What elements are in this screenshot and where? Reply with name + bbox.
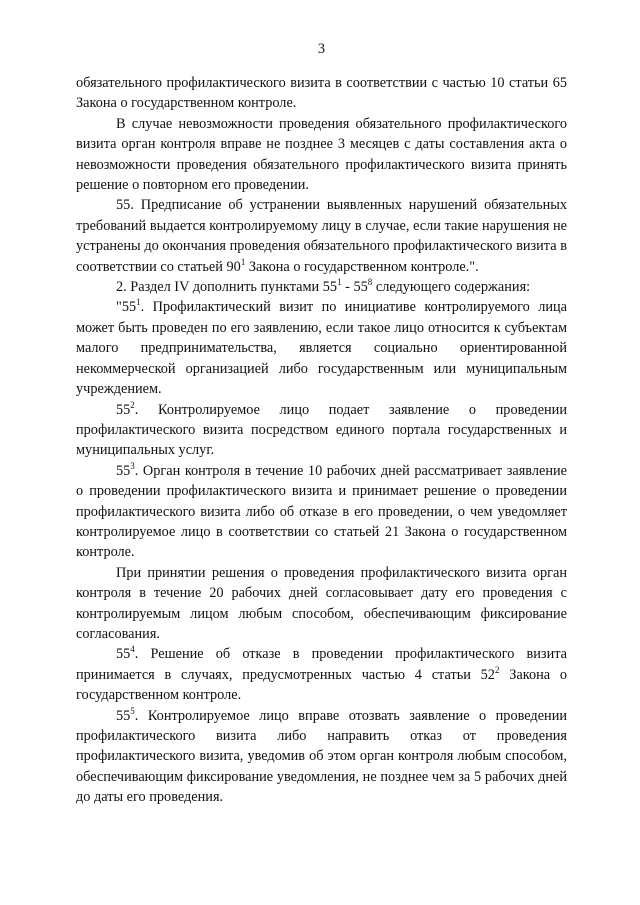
paragraph: В случае невозможности проведения обязательного профилактического визита орган контроля вправе не позднее 3 месяцев с даты составления акта о невозможности проведения обязательного профилактического визита принять решение о повторном его проведении. — [76, 115, 567, 194]
document-page — [76, 0, 567, 905]
paragraph: $55^4$. Решение об отказе в проведении профилактического визита принимается в случаях, предусмотренных частью 4 статьи $52^2$ Закона о государственном контроле. — [76, 644, 568, 704]
paragraph: 55. Предписание об устранении выявленных нарушений обязательных требований выдается контролируемому лицу в случае, если такие нарушения не устранены до окончания проведения обязательного профилактического визита в соответствии со статьей $90^1$ Закона о государственном контроле.". — [76, 197, 567, 275]
paragraph: обязательного профилактического визита в соответствии с частью 10 статьи 65 Закона о государственном контроле. — [76, 75, 567, 112]
page-number: 3 — [317, 41, 326, 57]
paragraph: 2. Раздел IV дополнить пунктами $55^1 - 55^8$ следующего содержания: — [116, 277, 531, 296]
paragraph: $55^2$. Контролируемое лицо подает заявление о проведении профилактического визита посредством единого портала государственных и муниципальных услуг. — [76, 399, 567, 459]
paragraph: $55^5$. Контролируемое лицо вправе отозвать заявление о проведении профилактического визита либо направить отказ от проведения профилактического визита, уведомив об этом орган контроля любым способом, обеспечивающим фиксирование уведомления, не позднее чем за 5 рабочих дней до даты его проведения. — [76, 705, 567, 806]
document-body — [76, 73, 567, 808]
paragraph: "$55^1$. Профилактический визит по инициативе контролируемого лица может быть проведен по его заявлению, если такое лицо относится к субъектам малого предпринимательства, является социально ориентированной некоммерческой организацией либо государственным или муниципальным учреждением. — [76, 297, 567, 398]
paragraph: $55^3$. Орган контроля в течение 10 рабочих дней рассматривает заявление о проведении профилактического визита и принимает решение о проведении профилактического визита либо об отказе в его проведении, о чем уведомляет контролируемое лицо в соответствии со статьей 21 Закона о государственном контроле. — [76, 460, 567, 561]
paragraph: При принятии решения о проведения профилактического визита орган контроля в течение 20 рабочих дней согласовывает дату его проведения с контролируемым лицом любым способом, обеспечивающим фиксирование согласования. — [76, 564, 567, 642]
